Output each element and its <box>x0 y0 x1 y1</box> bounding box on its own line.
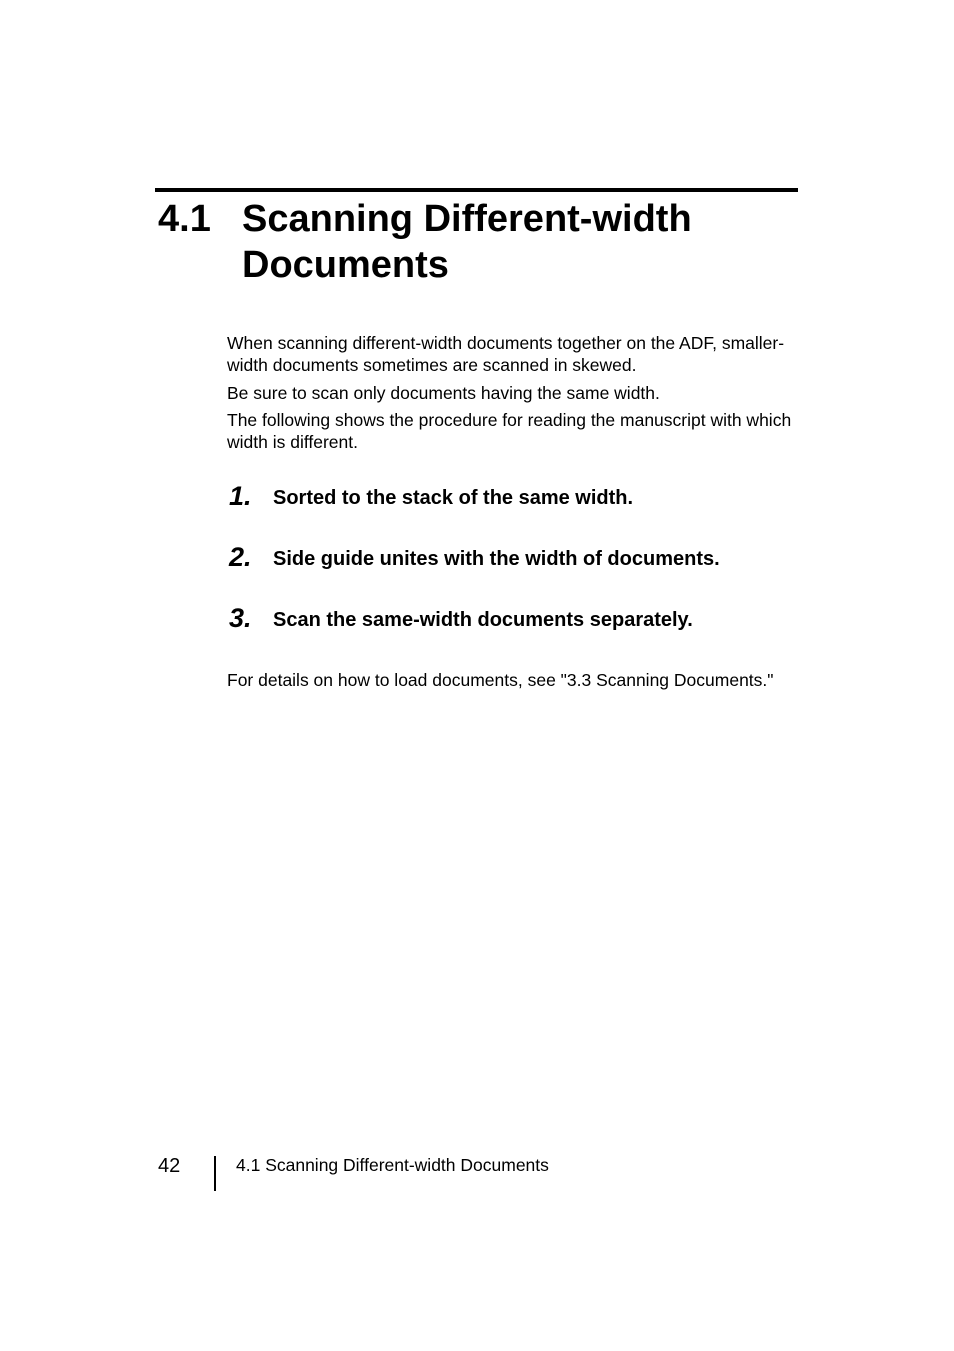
running-footer-title: 4.1 Scanning Different-width Documents <box>236 1155 549 1175</box>
section-top-rule <box>155 188 798 192</box>
step-number: 1. <box>229 481 252 511</box>
reference-note: For details on how to load documents, see "3.3 Scanning Documents." <box>227 670 774 690</box>
step-text: Sorted to the stack of the same width. <box>273 487 634 509</box>
page-number: 42 <box>158 1155 181 1177</box>
step-item <box>227 603 807 635</box>
procedure-intro-paragraph: The following shows the procedure for reading the manuscript with which width is different. <box>227 410 792 452</box>
intro-paragraph: When scanning different-width documents together on the ADF, smaller-width documents sometimes are scanned in skewed. <box>227 333 785 375</box>
step-item <box>227 481 807 513</box>
instruction-paragraph: Be sure to scan only documents having the same width. <box>227 383 660 403</box>
step-text: Scan the same-width documents separately. <box>273 609 693 631</box>
step-item <box>227 542 807 574</box>
section-title: Scanning Different-width Documents <box>242 198 692 286</box>
step-text: Side guide unites with the width of documents. <box>273 548 720 570</box>
section-number: 4.1 <box>158 198 211 240</box>
footer-divider <box>214 1156 216 1191</box>
step-number: 2. <box>229 542 252 572</box>
step-number: 3. <box>229 603 252 633</box>
